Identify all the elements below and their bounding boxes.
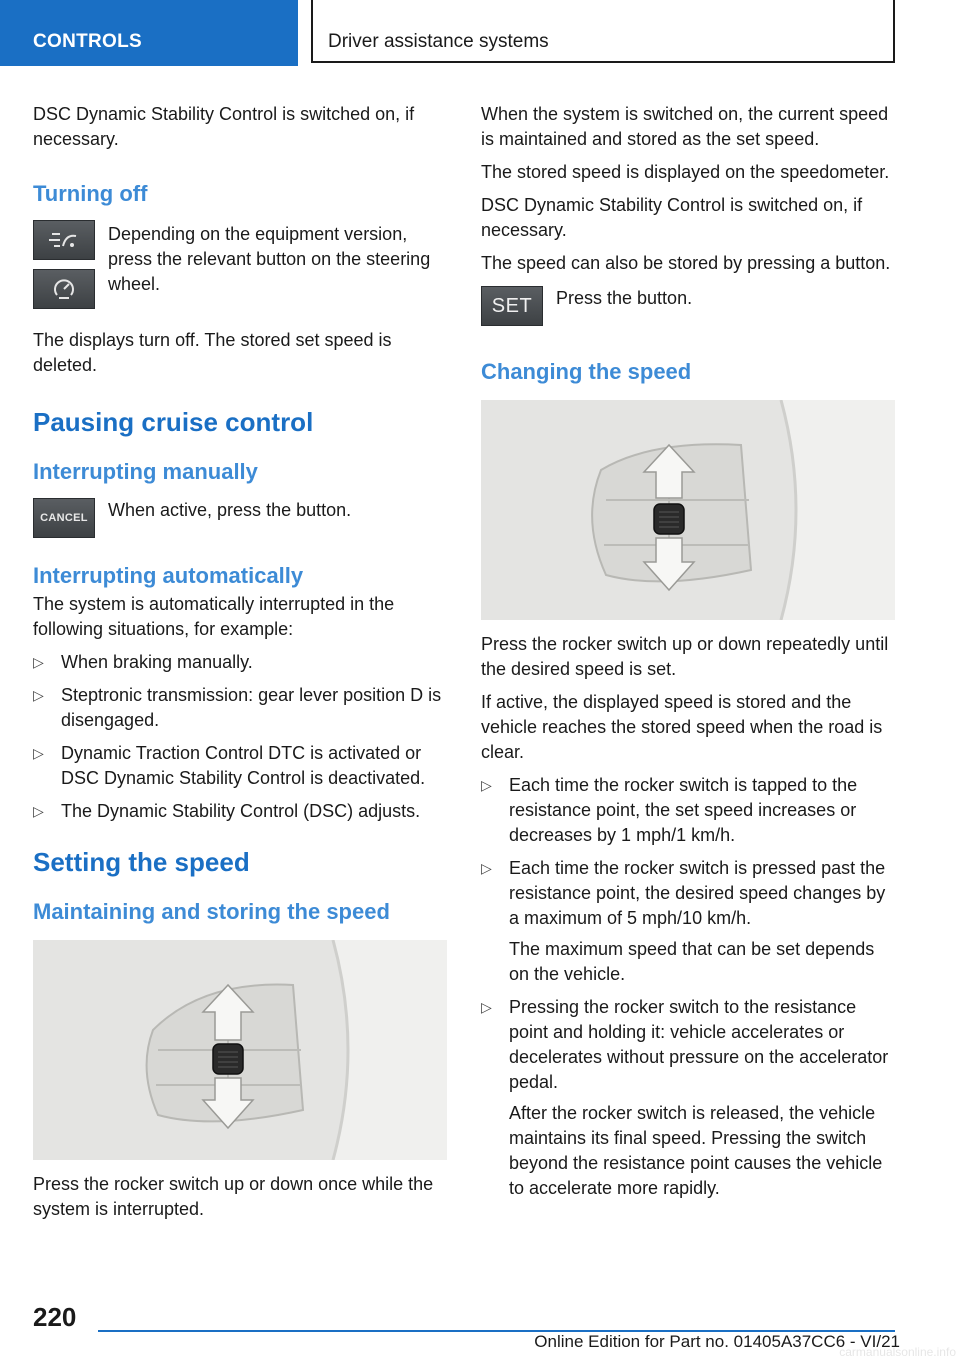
list-item: ▷ When braking manually. [33, 650, 449, 675]
left-column [33, 102, 449, 1230]
button-images [33, 498, 95, 547]
list-item: ▷ The Dynamic Stability Control (DSC) adjusts. [33, 799, 449, 824]
paragraph: DSC Dynamic Stability Control is switched on, if necessary. [481, 195, 863, 240]
triangle-bullet-icon: ▷ [33, 654, 44, 670]
heading-pausing: Pausing cruise control [33, 407, 314, 437]
speed-limiter-button-image [33, 269, 95, 309]
heading-setting: Setting the speed [33, 847, 250, 877]
rocker-switch-photo-2 [481, 400, 895, 620]
heading-maintaining: Maintaining and storing the speed [33, 899, 390, 924]
triangle-bullet-icon: ▷ [481, 777, 492, 793]
limiter-icon [49, 276, 79, 302]
chapter-title: Driver assistance systems [311, 0, 895, 63]
interrupt-manual-block [33, 496, 449, 554]
cancel-button-label: CANCEL [40, 512, 88, 524]
paragraph: Depending on the equipment version, press the relevant button on the steering wheel. [108, 224, 431, 294]
turning-off-block [33, 218, 449, 328]
button-images [481, 286, 543, 335]
watermark: carmanualsonline.info [839, 1345, 956, 1359]
paragraph: The system is automatically interrupted in the following situations, for example: [33, 594, 395, 639]
cancel-button-image [33, 498, 95, 538]
paragraph: Press the rocker switch up or down repeatedly until the desired speed is set. [481, 634, 889, 679]
list-item: ▷ Pressing the rocker switch to the resistance point and holding it: vehicle accelerates or decelerates without pressure on the accelerator pedal. After the rocker switch is released, the vehicle maintains its final speed. Pressing the switch beyond the resistance point causes the vehicle to accelerate more rapidly. [481, 995, 897, 1201]
list-item: ▷ Each time the rocker switch is pressed past the resistance point, the desired speed changes by a maximum of 5 mph/10 km/h. The maximum speed that can be set depends on the vehicle. [481, 856, 897, 987]
paragraph: The speed can also be stored by pressing a button. [481, 253, 891, 273]
heading-interrupt-manual: Interrupting manually [33, 459, 258, 484]
triangle-bullet-icon: ▷ [481, 999, 492, 1015]
page-header [0, 0, 960, 66]
paragraph: When the system is switched on, the current speed is maintained and stored as the set speed. [481, 104, 889, 149]
list-item: ▷ Each time the rocker switch is tapped to the resistance point, the set speed increases or decreases by 1 mph/1 km/h. [481, 775, 858, 845]
paragraph: If active, the displayed speed is stored and the vehicle reaches the stored speed when the road is clear. [481, 692, 883, 762]
bullet-list [481, 773, 897, 1201]
list-item: ▷ Dynamic Traction Control DTC is activated or DSC Dynamic Stability Control is deactivated. [33, 743, 426, 788]
bullet-list [33, 650, 449, 824]
list-item: ▷ Steptronic transmission: gear lever position D is disengaged. [33, 685, 442, 730]
right-column [481, 102, 897, 1209]
paragraph: The displays turn off. The stored set speed is deleted. [33, 330, 392, 375]
paragraph: DSC Dynamic Stability Control is switched on, if necessary. [33, 104, 415, 149]
rocker-switch-photo [33, 940, 447, 1160]
set-block [481, 284, 897, 340]
section-title: CONTROLS [0, 0, 298, 66]
heading-changing: Changing the speed [481, 359, 692, 384]
paragraph: When active, press the button. [108, 500, 352, 520]
list-item-subtext: The maximum speed that can be set depends on the vehicle. [509, 939, 875, 984]
page-number: 220 [33, 1302, 77, 1332]
triangle-bullet-icon: ▷ [33, 803, 44, 819]
paragraph: Press the button. [556, 288, 693, 308]
triangle-bullet-icon: ▷ [481, 860, 492, 876]
set-button-label: SET [491, 294, 533, 317]
paragraph: Press the rocker switch up or down once while the system is interrupted. [33, 1174, 434, 1219]
cruise-control-icon [46, 228, 82, 252]
set-button-image [481, 286, 543, 326]
triangle-bullet-icon: ▷ [33, 687, 44, 703]
triangle-bullet-icon: ▷ [33, 745, 44, 761]
heading-interrupt-auto: Interrupting automatically [33, 563, 304, 588]
paragraph: The stored speed is displayed on the speedometer. [481, 162, 890, 182]
list-item-subtext: After the rocker switch is released, the vehicle maintains its final speed. Pressing the switch beyond the resistance point causes the vehicle to accelerate more rapidly. [509, 1103, 883, 1198]
button-images [33, 220, 95, 318]
edition-text: Online Edition for Part no. 01405A37CC6 - VI/21 [534, 1332, 900, 1351]
cruise-control-button-image [33, 220, 95, 260]
heading-turning-off: Turning off [33, 181, 148, 206]
